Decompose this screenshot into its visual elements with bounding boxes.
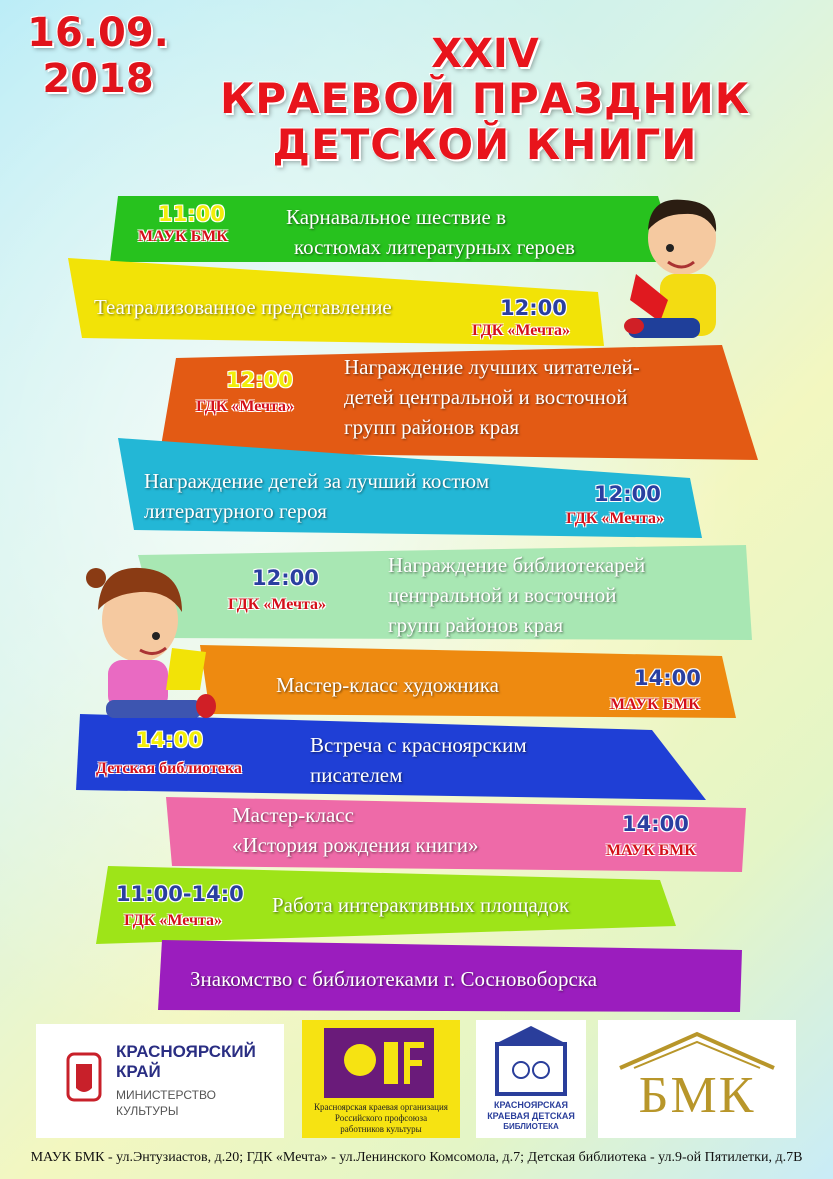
date-day-month: 16.09. xyxy=(27,10,169,56)
event-5-place: ГДК «Мечта» xyxy=(228,596,327,613)
title-number: XXIV xyxy=(431,31,539,77)
union-line-1: Красноярская краевая организация xyxy=(314,1102,448,1112)
library-building-icon xyxy=(489,1024,573,1096)
bmk-logo xyxy=(598,1020,796,1138)
kdb-line-2: КРАЕВАЯ ДЕТСКАЯ xyxy=(487,1111,575,1121)
event-5-time: 12:00 xyxy=(252,566,319,590)
event-3-place: ГДК «Мечта» xyxy=(196,398,295,415)
event-6-place: МАУК БМК xyxy=(610,696,700,713)
event-4-title-line-2: литературного героя xyxy=(144,499,327,523)
event-5-title-line-3: групп районов края xyxy=(388,613,564,637)
event-2-time: 12:00 xyxy=(500,296,567,320)
title-line-2: КРАЕВОЙ ПРАЗДНИК xyxy=(219,74,751,123)
event-7-title-line-2: писателем xyxy=(310,763,403,787)
event-8-title-line-1: Мастер-класс xyxy=(232,803,354,827)
event-9-title-line-1: Работа интерактивных площадок xyxy=(272,893,570,917)
event-5-title-line-1: Награждение библиотекарей xyxy=(388,553,646,577)
event-6-title-line-1: Мастер-класс художника xyxy=(276,673,499,697)
krai-emblem-icon xyxy=(64,1048,104,1108)
krai-name-line-2: КРАЙ xyxy=(116,1062,161,1081)
event-6-time: 14:00 xyxy=(634,666,701,690)
event-2-place: ГДК «Мечта» xyxy=(472,322,571,339)
krasnoyarsk-krai-logo xyxy=(36,1024,284,1138)
union-line-2: Российского профсоюза xyxy=(334,1113,428,1123)
event-4-place: ГДК «Мечта» xyxy=(566,510,665,527)
venue-addresses-footer: МАУК БМК - ул.Энтузиастов, д.20; ГДК «Мечта» - ул.Ленинского Комсомола, д.7; Детская библиотека - ул.9-ой Пятилетки, д.7В xyxy=(30,1150,803,1165)
event-8-place: МАУК БМК xyxy=(606,842,696,859)
kraevaya-childrens-library-logo xyxy=(476,1020,586,1138)
event-9-time: 11:00-14:0 xyxy=(116,882,244,906)
event-10-title-line-1: Знакомство с библиотеками г. Сосновоборска xyxy=(190,967,598,991)
kdb-line-1: КРАСНОЯРСКАЯ xyxy=(493,1100,569,1110)
kdb-line-3: БИБЛИОТЕКА xyxy=(503,1122,559,1131)
event-5-title-line-2: центральной и восточной xyxy=(388,583,617,607)
event-3-title-line-2: детей центральной и восточной xyxy=(344,385,628,409)
krai-ministry-line-1: МИНИСТЕРСТВО xyxy=(116,1088,216,1102)
event-3-title-line-1: Награждение лучших читателей- xyxy=(344,355,640,379)
event-8-time: 14:00 xyxy=(622,812,689,836)
krai-name-line-1: КРАСНОЯРСКИЙ xyxy=(116,1042,256,1061)
culture-union-logo xyxy=(302,1020,460,1138)
event-4-title-line-1: Награждение детей за лучший костюм xyxy=(144,469,490,493)
krai-ministry-line-2: КУЛЬТУРЫ xyxy=(116,1104,179,1118)
event-7-time: 14:00 xyxy=(136,728,203,752)
event-2-title-line-1: Театрализованное представление xyxy=(94,295,392,319)
event-1-time: 11:00 xyxy=(158,202,225,226)
event-7-title-line-1: Встреча с красноярским xyxy=(310,733,527,757)
event-1-place: МАУК БМК xyxy=(138,228,228,245)
event-1-title-line-2: костюмах литературных героев xyxy=(294,235,575,259)
bmk-lettermark: БМК xyxy=(638,1067,756,1124)
event-4-time: 12:00 xyxy=(594,482,661,506)
event-7-place: Детская библиотека xyxy=(96,760,242,777)
event-3-title-line-3: групп районов края xyxy=(344,415,520,439)
title-line-3: ДЕТСКОЙ КНИГИ xyxy=(272,120,698,169)
event-1-title-line-1: Карнавальное шествие в xyxy=(286,205,507,229)
date-year: 2018 xyxy=(42,56,154,102)
event-8-title-line-2: «История рождения книги» xyxy=(232,833,479,857)
event-3-time: 12:00 xyxy=(226,368,293,392)
union-line-3: работников культуры xyxy=(340,1124,422,1134)
event-9-place: ГДК «Мечта» xyxy=(124,912,223,929)
theatre-masks-icon xyxy=(324,1028,434,1098)
